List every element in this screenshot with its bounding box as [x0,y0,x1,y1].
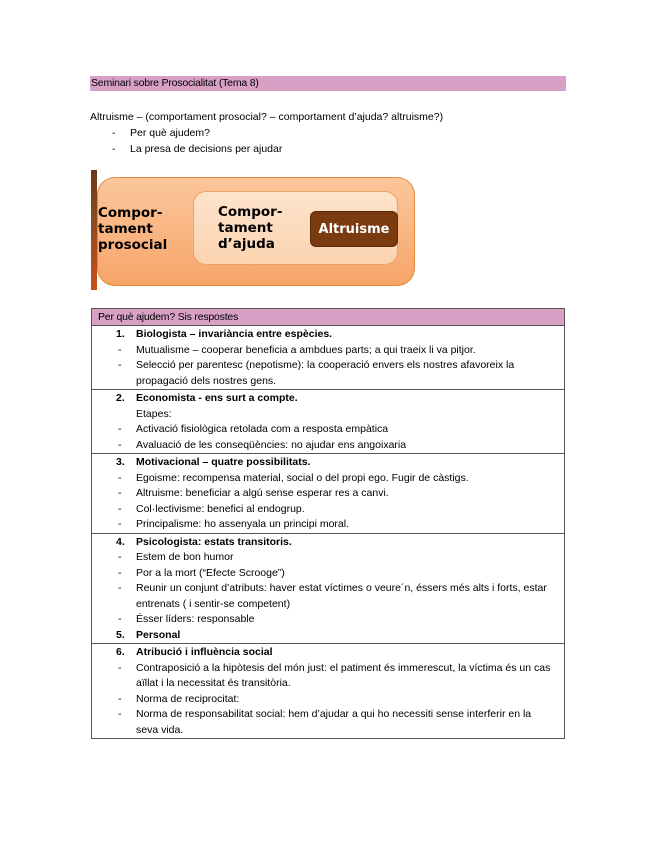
list-item: - Egoisme: recompensa material, social o del propi ego. Fugir de càstigs. [118,471,469,484]
section-title: 5. Personal [116,628,181,641]
answer-section-1 [92,326,564,390]
list-item: - Estem de bon humor [118,551,234,563]
intro-item-text: La presa de decisions per ajudar [130,143,283,155]
list-item: - Norma de reciprocitat: [118,692,240,705]
helping-label: Compor- tament d’ajuda [218,204,283,252]
bullet-dash: - [112,127,116,139]
list-item: - Ésser líders: responsable [118,613,255,625]
answer-section-2 [92,390,564,454]
section-title: 3. Motivacional – quatre possibilitats. [116,456,311,468]
section-title: 2. Economista - ens surt a compte. [116,392,298,404]
answer-section-3 [92,454,564,534]
list-item: - Selecció per parentesc (nepotisme): la cooperació envers els nostres afavoreix la propagació dels nostres gens. [118,359,515,387]
section-title: 4. Psicologista: estats transitoris. [116,535,292,548]
list-item: - Activació fisiològica retolada com a resposta empàtica [118,423,389,435]
section-title: 6. Atribució i influència social [116,646,273,658]
answer-section-4-5 [92,534,564,645]
nested-concepts-diagram [91,170,417,290]
intro-item [90,141,570,157]
list-item: - Principalisme: ho assenyala un principi moral. [118,518,350,530]
section-subheading: Etapes: [136,407,172,420]
intro-section [90,109,570,157]
list-item: - Avaluació de les conseqüències: no ajudar ens angoixaria [118,438,407,451]
document-title: Seminari sobre Prosocialitat (Tema 8) [90,76,566,91]
prosocial-label: Compor- tament prosocial [98,205,168,253]
altruism-box: Altruisme [310,211,398,247]
intro-item [90,125,570,141]
list-item: - Contraposició a la hipòtesis del món just: el patiment és immerescut, la víctima és un cas aïllat i la necessitat és transitòria. [118,661,551,689]
list-item: - Altruisme: beneficiar a algú sense esperar res a canvi. [118,487,389,499]
answer-section-6 [92,644,564,738]
intro-heading: Altruisme – (comportament prosocial? – comportament d’ajuda? altruisme?) [90,111,444,123]
list-item: - Reunir un conjunt d’atributs: haver estat víctimes o veure´n, éssers més alts i forts, estar entrenats ( i sentir-se competent) [118,582,547,610]
answers-header: Per què ajudem? Sis respostes [92,309,564,326]
bullet-dash: - [112,143,116,155]
intro-item-text: Per què ajudem? [130,127,210,139]
list-item: - Norma de responsabilitat social: hem d’ajudar a qui ho necessiti sense interferir en la seva vida. [118,708,532,736]
answers-table [91,308,565,739]
list-item: - Por a la mort (“Efecte Scrooge”) [118,566,285,579]
list-item: - Mutualisme – cooperar beneficia a ambdues parts; a qui traeix li va pitjor. [118,343,476,356]
list-item: - Col·lectivisme: benefici al endogrup. [118,502,305,515]
section-title: 1. Biologista – invariància entre espècies. [116,328,333,340]
